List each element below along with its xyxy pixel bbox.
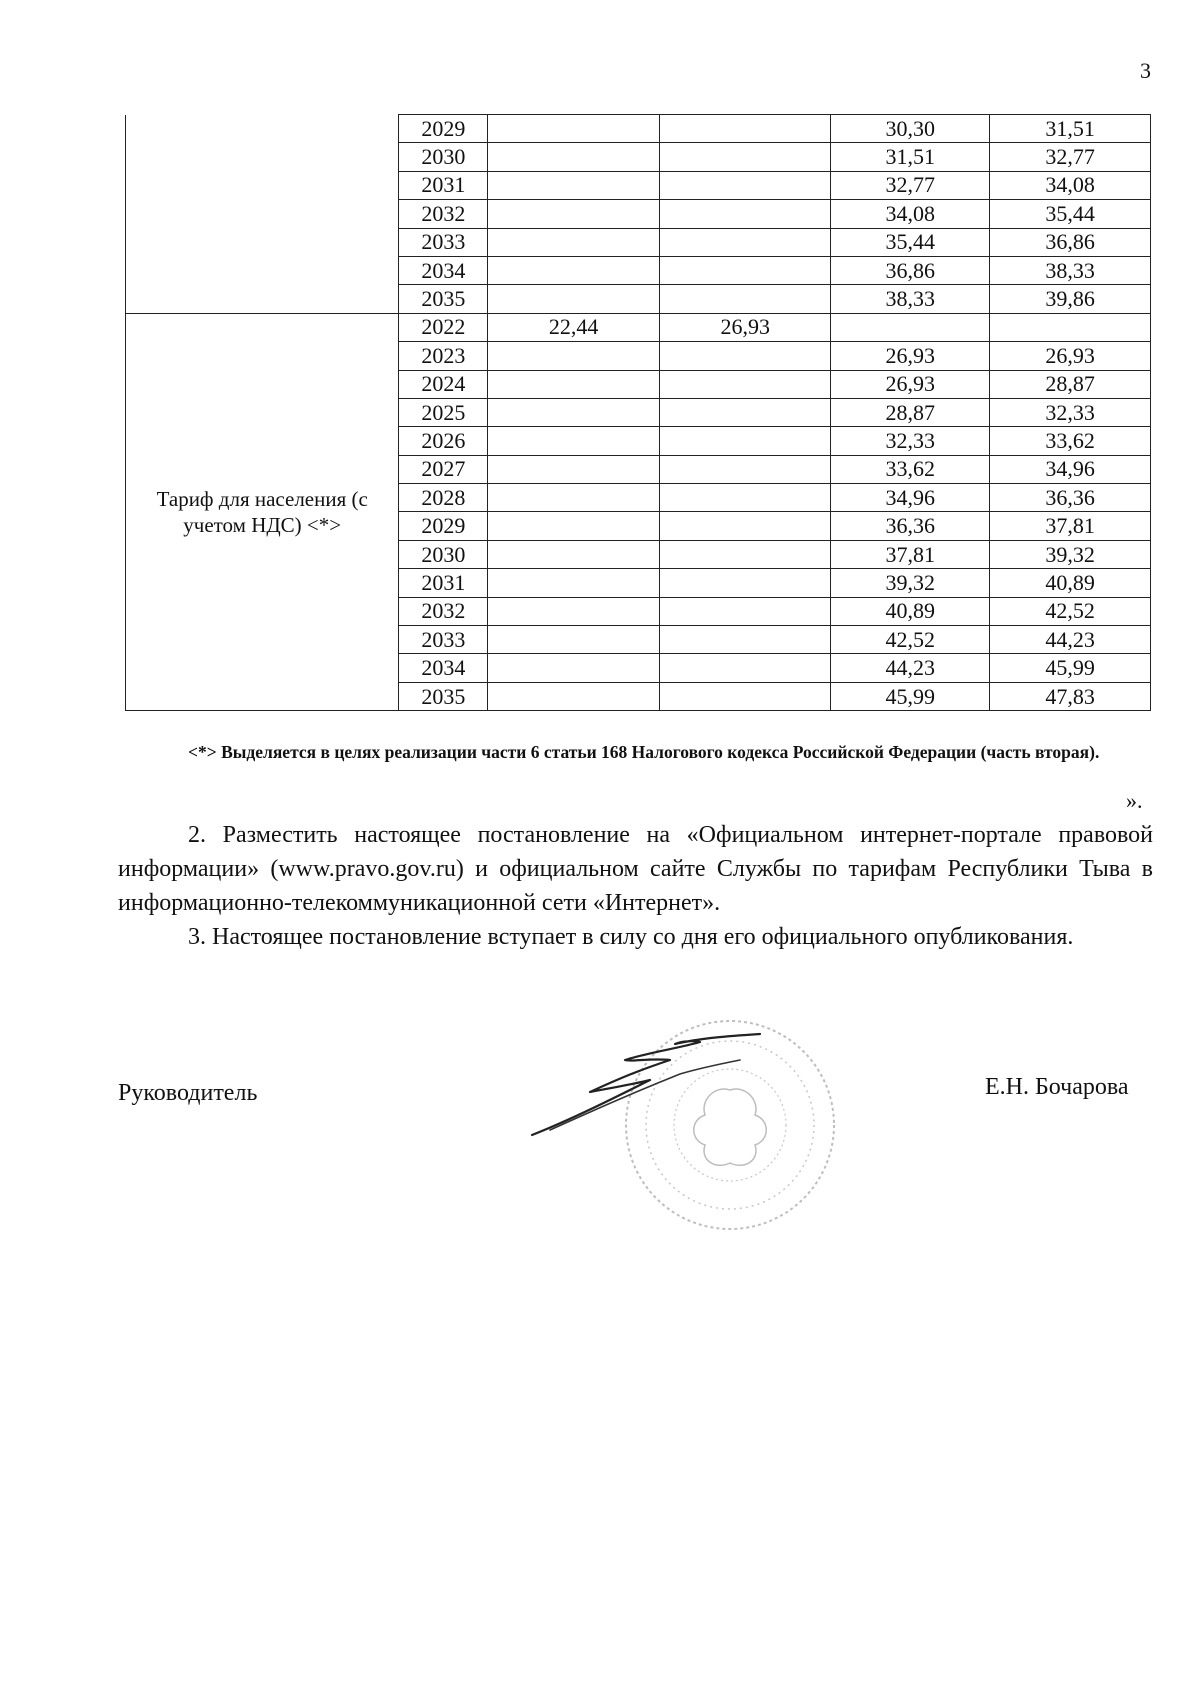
year-cell: 2027 xyxy=(399,455,488,483)
table-row xyxy=(126,313,1151,341)
year-cell: 2022 xyxy=(399,313,488,341)
year-cell: 2029 xyxy=(399,512,488,540)
value-cell: 35,44 xyxy=(831,228,990,256)
value-cell: 32,77 xyxy=(990,143,1151,171)
row-group-label: Тариф для населения (с учетом НДС) <*> xyxy=(126,313,399,710)
tariff-table-body xyxy=(126,115,1151,711)
value-cell xyxy=(659,398,831,426)
signatory-title: Руководитель xyxy=(118,1080,258,1106)
year-cell: 2032 xyxy=(399,200,488,228)
value-cell: 36,86 xyxy=(990,228,1151,256)
value-cell xyxy=(488,597,660,625)
year-cell: 2023 xyxy=(399,342,488,370)
value-cell xyxy=(488,370,660,398)
value-cell: 26,93 xyxy=(831,370,990,398)
year-cell: 2029 xyxy=(399,115,488,143)
value-cell: 32,33 xyxy=(831,427,990,455)
year-cell: 2024 xyxy=(399,370,488,398)
value-cell: 28,87 xyxy=(831,398,990,426)
year-cell: 2032 xyxy=(399,597,488,625)
value-cell xyxy=(659,512,831,540)
value-cell xyxy=(659,455,831,483)
value-cell: 39,86 xyxy=(990,285,1151,313)
value-cell xyxy=(488,398,660,426)
value-cell xyxy=(659,370,831,398)
paragraph-3 xyxy=(118,920,1153,954)
value-cell xyxy=(659,626,831,654)
value-cell: 44,23 xyxy=(831,654,990,682)
year-cell: 2035 xyxy=(399,285,488,313)
year-cell: 2030 xyxy=(399,143,488,171)
value-cell xyxy=(659,654,831,682)
value-cell: 32,77 xyxy=(831,171,990,199)
row-group-label xyxy=(126,115,399,314)
value-cell xyxy=(488,626,660,654)
page-number: 3 xyxy=(1140,58,1151,83)
value-cell: 39,32 xyxy=(990,540,1151,568)
signatory-name: Е.Н. Бочарова xyxy=(985,1074,1129,1100)
tariff-table xyxy=(125,114,1151,711)
value-cell: 38,33 xyxy=(990,256,1151,284)
value-cell xyxy=(488,143,660,171)
year-cell: 2028 xyxy=(399,484,488,512)
value-cell: 37,81 xyxy=(990,512,1151,540)
value-cell xyxy=(488,115,660,143)
value-cell: 42,52 xyxy=(990,597,1151,625)
paragraph-3-text: 3. Настоящее постановление вступает в силу со дня его официального опубликования. xyxy=(188,924,1074,950)
year-cell: 2026 xyxy=(399,427,488,455)
value-cell: 37,81 xyxy=(831,540,990,568)
value-cell xyxy=(659,484,831,512)
value-cell xyxy=(488,427,660,455)
value-cell xyxy=(488,569,660,597)
year-cell: 2033 xyxy=(399,228,488,256)
value-cell xyxy=(488,256,660,284)
value-cell xyxy=(659,115,831,143)
value-cell: 45,99 xyxy=(990,654,1151,682)
value-cell: 30,30 xyxy=(831,115,990,143)
value-cell xyxy=(488,682,660,710)
year-cell: 2035 xyxy=(399,682,488,710)
value-cell: 34,08 xyxy=(831,200,990,228)
value-cell xyxy=(659,200,831,228)
value-cell xyxy=(831,313,990,341)
value-cell xyxy=(488,484,660,512)
value-cell xyxy=(488,171,660,199)
value-cell xyxy=(488,228,660,256)
handwritten-signature-icon xyxy=(530,1030,790,1140)
value-cell: 36,86 xyxy=(831,256,990,284)
value-cell xyxy=(488,200,660,228)
value-cell xyxy=(659,285,831,313)
value-cell: 31,51 xyxy=(831,143,990,171)
value-cell xyxy=(659,540,831,568)
value-cell: 26,93 xyxy=(990,342,1151,370)
year-cell: 2025 xyxy=(399,398,488,426)
value-cell: 36,36 xyxy=(990,484,1151,512)
value-cell: 39,32 xyxy=(831,569,990,597)
value-cell xyxy=(659,228,831,256)
table-row xyxy=(126,115,1151,143)
value-cell xyxy=(488,654,660,682)
year-cell: 2031 xyxy=(399,569,488,597)
year-cell: 2031 xyxy=(399,171,488,199)
value-cell: 42,52 xyxy=(831,626,990,654)
value-cell: 45,99 xyxy=(831,682,990,710)
value-cell: 22,44 xyxy=(488,313,660,341)
value-cell: 32,33 xyxy=(990,398,1151,426)
value-cell xyxy=(488,342,660,370)
value-cell: 26,93 xyxy=(831,342,990,370)
footnote-text: <*> Выделяется в целях реализации части 6 статьи 168 Налогового кодекса Российской Федерации (часть вторая). xyxy=(188,742,1100,762)
value-cell xyxy=(659,171,831,199)
paragraph-2-text: 2. Разместить настоящее постановление на «Официальном интернет-портале правовой информации» (www.pravo.gov.ru) и официальном сайте Службы по тарифам Республики Тыва в информационно-телекоммуникационной сети «Интернет». xyxy=(118,822,1153,916)
value-cell xyxy=(488,455,660,483)
value-cell xyxy=(659,597,831,625)
value-cell xyxy=(990,313,1151,341)
value-cell xyxy=(659,256,831,284)
value-cell: 40,89 xyxy=(990,569,1151,597)
value-cell: 33,62 xyxy=(990,427,1151,455)
value-cell: 31,51 xyxy=(990,115,1151,143)
footnote xyxy=(118,740,1153,765)
value-cell xyxy=(659,342,831,370)
closing-quote: ». xyxy=(1126,788,1143,813)
year-cell: 2033 xyxy=(399,626,488,654)
value-cell xyxy=(659,569,831,597)
year-cell: 2034 xyxy=(399,256,488,284)
value-cell: 44,23 xyxy=(990,626,1151,654)
value-cell: 40,89 xyxy=(831,597,990,625)
value-cell: 36,36 xyxy=(831,512,990,540)
value-cell xyxy=(488,540,660,568)
value-cell: 34,96 xyxy=(990,455,1151,483)
value-cell xyxy=(659,143,831,171)
value-cell xyxy=(488,285,660,313)
paragraph-2 xyxy=(118,818,1153,920)
year-cell: 2034 xyxy=(399,654,488,682)
value-cell: 35,44 xyxy=(990,200,1151,228)
value-cell: 34,08 xyxy=(990,171,1151,199)
value-cell: 33,62 xyxy=(831,455,990,483)
value-cell: 34,96 xyxy=(831,484,990,512)
value-cell xyxy=(488,512,660,540)
value-cell: 47,83 xyxy=(990,682,1151,710)
value-cell: 26,93 xyxy=(659,313,831,341)
year-cell: 2030 xyxy=(399,540,488,568)
value-cell xyxy=(659,682,831,710)
value-cell: 38,33 xyxy=(831,285,990,313)
value-cell xyxy=(659,427,831,455)
value-cell: 28,87 xyxy=(990,370,1151,398)
